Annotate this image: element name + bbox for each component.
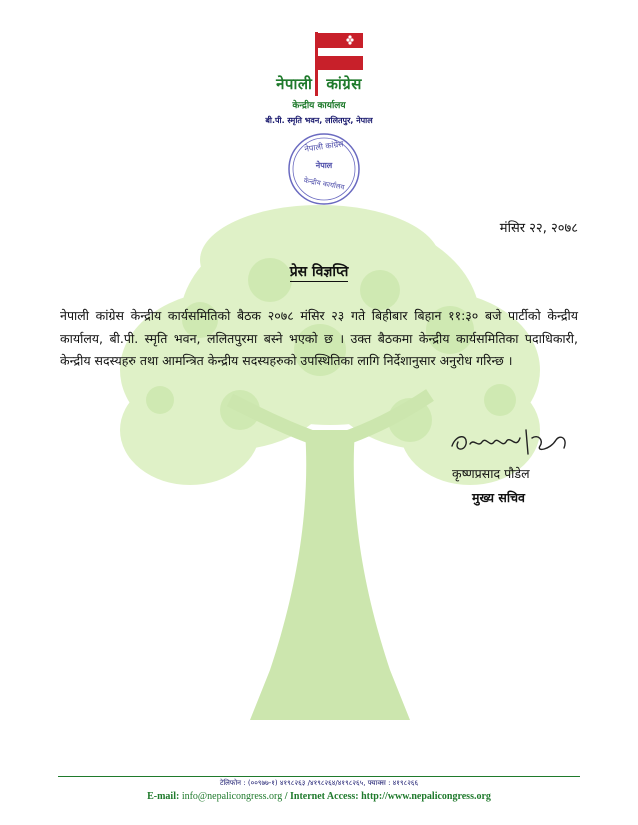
signature-image <box>446 420 576 460</box>
stamp-bottom-text: केन्द्रीय कार्यालय <box>303 176 346 192</box>
letter-title-text: प्रेस विज्ञप्ति <box>289 264 349 280</box>
footer-divider <box>58 776 580 777</box>
letter-body: नेपाली कांग्रेस केन्द्रीय कार्यसमितिको बैठक २०७८ मंसिर २३ गते बिहीबार बिहान ११:३० बजे पार्टीको केन्द्रीय कार्यालय, बी.पी. स्मृति भवन, ललितपुरमा बस्ने भएको छ । उक्त बैठकमा केन्द्रीय कार्यसमितिका पदाधिकारी, केन्द्रीय सदस्यहरु तथा आमन्त्रित केन्द्रीय सदस्यहरुको उपस्थितिका लागि निर्देशानुसार अनुरोध गरिन्छ । <box>60 308 578 368</box>
stamp-center-text: नेपाल <box>315 161 333 170</box>
letter-date: मंसिर २२, २०७८ <box>499 221 578 236</box>
email-label: E-mail: <box>147 791 180 802</box>
office-address: बी.पी. स्मृति भवन, ललितपुर, नेपाल <box>265 116 373 125</box>
letter-title <box>0 262 638 281</box>
footer-separator: / <box>284 791 288 802</box>
signer-title: मुख्य सचिव <box>472 490 525 505</box>
org-name-left: नेपाली <box>276 75 313 93</box>
office-name: केन्द्रीय कार्यालय <box>292 101 346 111</box>
footer-contact <box>0 791 638 802</box>
signer-name: कृष्णप्रसाद पौडेल <box>452 466 530 481</box>
footer-phone: टेलिफोन : (००९७७-१) ४१९८२६३ /४१९८२६४/४१९८२६५, फ्याक्स : ४१९८२६६ <box>219 779 419 787</box>
organization-name <box>0 74 638 94</box>
website-link[interactable]: http://www.nepalicongress.org <box>361 791 491 802</box>
email-link[interactable]: info@nepalicongress.org <box>181 791 283 802</box>
org-name-right: कांग्रेस <box>326 75 362 93</box>
stamp-top-text: नेपाली कांग्रेस <box>303 139 345 154</box>
internet-label: Internet Access: <box>289 791 359 802</box>
